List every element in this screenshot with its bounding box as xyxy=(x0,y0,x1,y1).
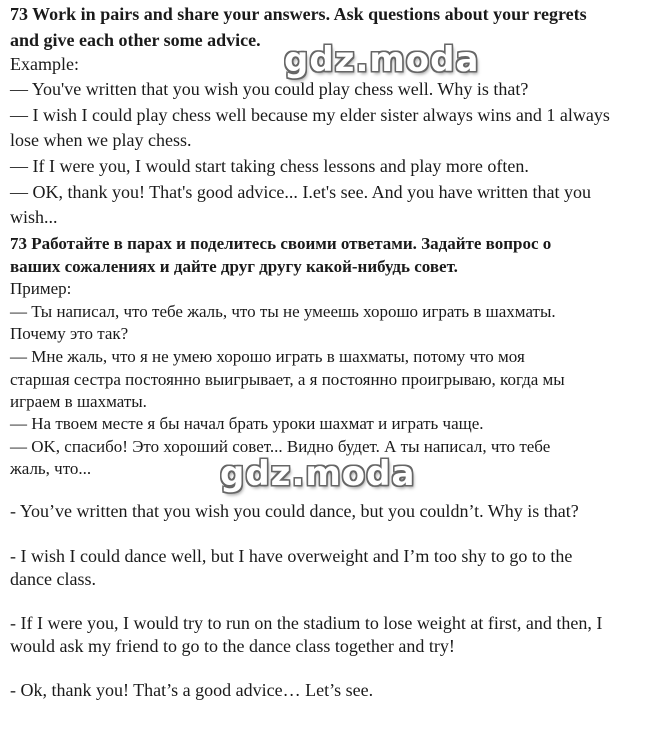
example-label-en: Example: xyxy=(10,54,79,74)
answer-line: dance class. xyxy=(10,569,96,589)
example-line-ru: — OK, спасибо! Это хороший совет... Видно будет. А ты написал, что тебе xyxy=(10,437,551,456)
watermark-logo: gdz.moda xyxy=(220,454,416,494)
exercise-heading-ru-line1: 73 Работайте в парах и поделитесь своими ответами. Задайте вопрос о xyxy=(10,234,552,253)
watermark-logo: gdz.moda xyxy=(284,40,480,80)
example-line-ru: — Ты написал, что тебе жаль, что ты не умеешь хорошо играть в шахматы. xyxy=(10,302,556,321)
exercise-heading-en-line1: 73 Work in pairs and share your answers. Ask questions about your regrets xyxy=(10,4,587,24)
example-line-ru: Почему это так? xyxy=(10,324,129,343)
answer-line: - You’ve written that you wish you could dance, but you couldn’t. Why is that? xyxy=(10,501,579,521)
exercise-heading-ru-line2: ваших сожалениях и дайте друг другу какой-нибудь совет. xyxy=(10,257,458,276)
answer-line: - Ok, thank you! That’s a good advice… Let’s see. xyxy=(10,680,374,700)
answer-line: - If I were you, I would try to run on the stadium to lose weight at first, and then, I xyxy=(10,613,603,633)
example-label-ru: Пример: xyxy=(10,279,72,298)
example-line-en: wish... xyxy=(10,207,58,227)
example-line-en: — I wish I could play chess well because my elder sister always wins and 1 always xyxy=(10,105,610,125)
example-line-ru: — Мне жаль, что я не умею хорошо играть в шахматы, потому что моя xyxy=(10,347,525,366)
example-line-en: — OK, thank you! That's good advice... I.et's see. And you have written that you xyxy=(10,182,592,202)
example-line-ru: жаль, что... xyxy=(10,459,92,478)
exercise-heading-en-line2: and give each other some advice. xyxy=(10,30,261,50)
example-line-ru: играем в шахматы. xyxy=(10,392,147,411)
answer-line: would ask my friend to go to the dance class together and try! xyxy=(10,636,455,656)
answer-line: - I wish I could dance well, but I have overweight and I’m too shy to go to the xyxy=(10,546,573,566)
example-line-ru: — На твоем месте я бы начал брать уроки шахмат и играть чаще. xyxy=(10,414,484,433)
example-line-en: — You've written that you wish you could play chess well. Why is that? xyxy=(10,79,529,99)
example-line-en: — If I were you, I would start taking chess lessons and play more often. xyxy=(10,156,529,176)
example-line-en: lose when we play chess. xyxy=(10,130,192,150)
example-line-ru: старшая сестра постоянно выигрывает, а я постоянно проигрываю, когда мы xyxy=(10,370,565,389)
